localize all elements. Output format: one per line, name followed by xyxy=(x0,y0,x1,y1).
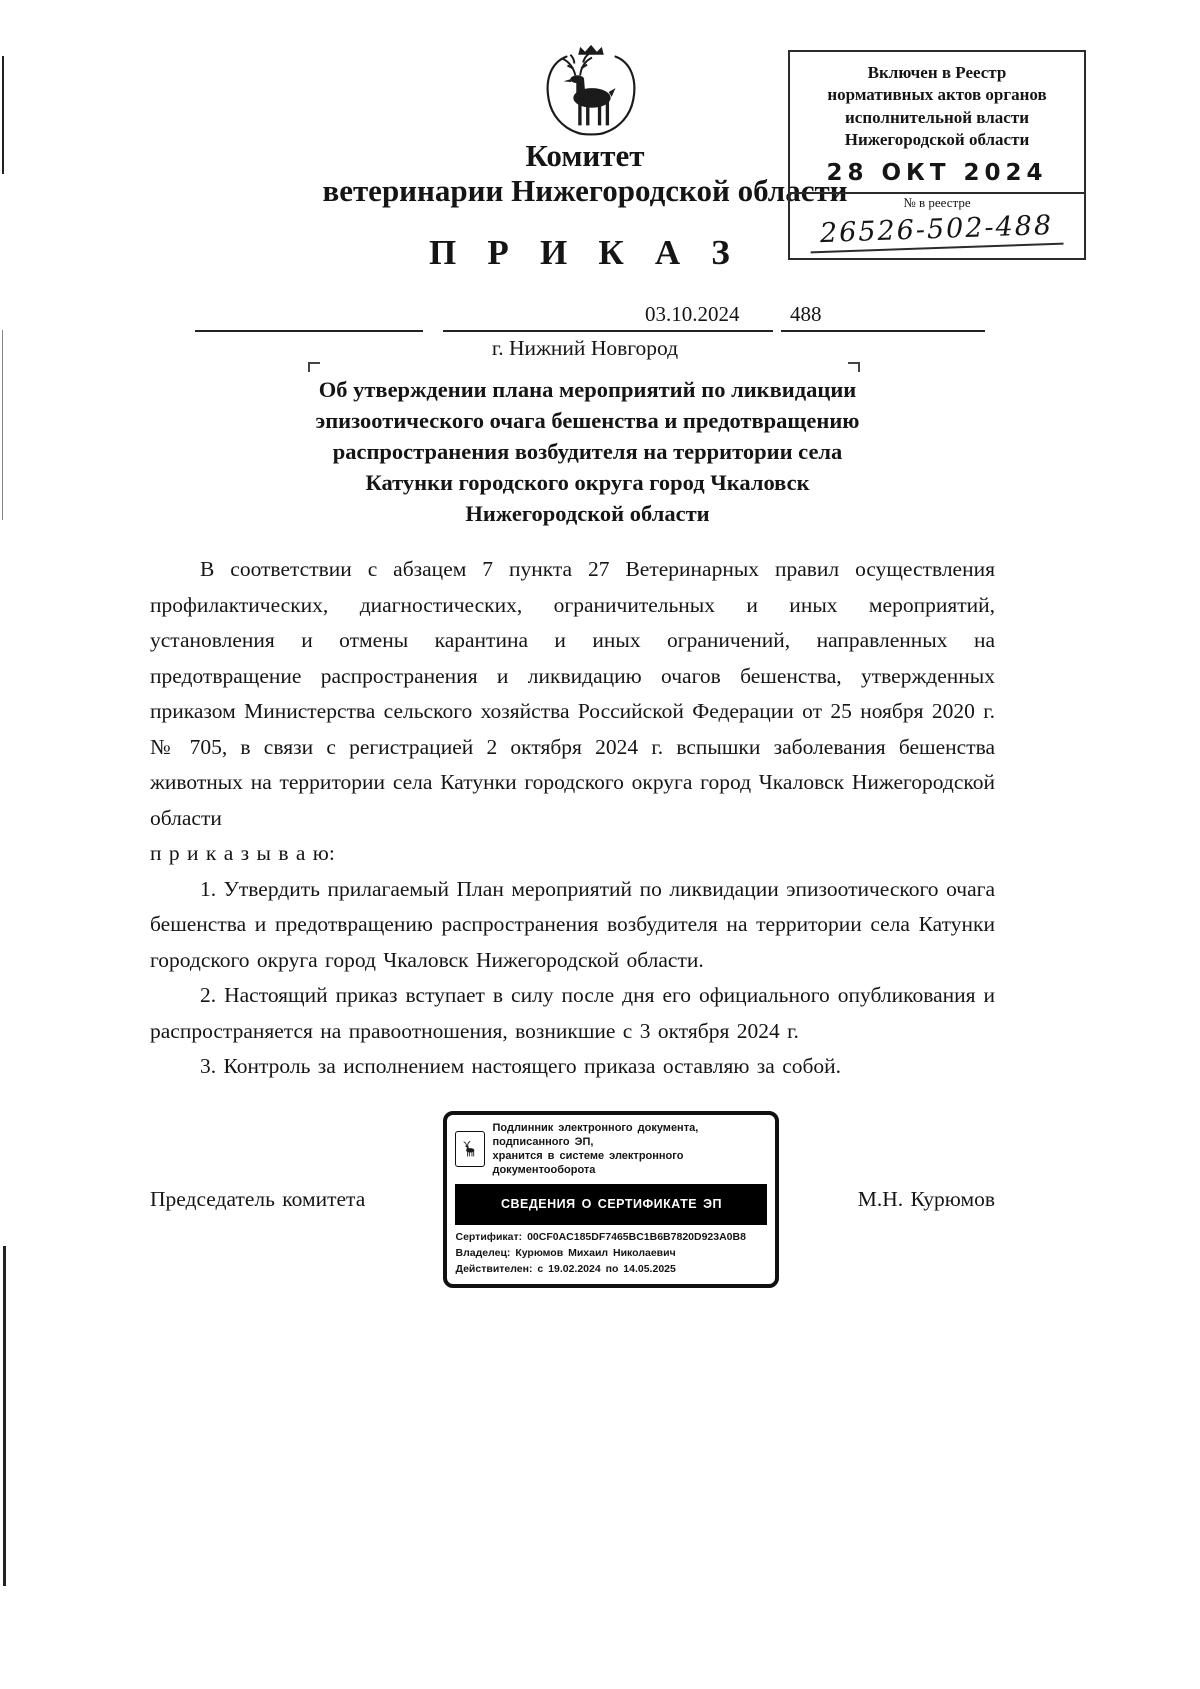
date-underline xyxy=(443,330,773,332)
order-item-3: 3. Контроль за исполнением настоящего приказа оставляю за собой. xyxy=(200,1054,842,1078)
order-word: п р и к а з ы в а ю: xyxy=(150,841,335,865)
registry-stamp-line: исполнительной власти xyxy=(845,107,1029,127)
esign-line1: Подлинник электронного документа, подписанного ЭП, xyxy=(492,1121,699,1148)
document-date: 03.10.2024 xyxy=(645,302,740,326)
registry-stamp-line: нормативных актов органов xyxy=(827,85,1047,105)
scan-artifact xyxy=(3,1246,6,1586)
document-number: 488 xyxy=(790,302,822,326)
registry-number-label: № в реестре xyxy=(903,194,971,210)
organization-name-line1: Комитет xyxy=(525,138,645,173)
esign-owner: Владелец: Курюмов Михаил Николаевич xyxy=(455,1246,676,1259)
organization-name-line2: ветеринарии Нижегородской области xyxy=(322,173,848,208)
document-body xyxy=(150,552,995,1288)
number-underline xyxy=(781,330,985,332)
signature-block xyxy=(150,1111,995,1289)
order-item-1: 1. Утвердить прилагаемый План мероприятий по ликвидации эпизоотического очага бешенства и предотвращению распространения возбудителя на территории села Катунки городского округа город Чкаловск Нижегородской области. xyxy=(150,876,995,972)
esign-certificate-number: Сертификат: 00CF0AC185DF7465BC1B6B7820D923A0B8 xyxy=(455,1231,746,1244)
registry-stamp-line: Включен в Реестр xyxy=(867,63,1007,82)
esign-certificate-bar: СВЕДЕНИЯ О СЕРТИФИКАТЕ ЭП xyxy=(455,1184,767,1226)
signer-name: М.Н. Курюмов xyxy=(857,1186,995,1211)
registry-number-handwritten: 26526-502-488 xyxy=(810,209,1064,253)
blank-underline xyxy=(195,330,423,332)
document-subject: Об утверждении плана мероприятий по ликвидации эпизоотического очага бешенства и предотвращению распространения возбудителя на территории села Катунки городского округа город Чкаловск Нижегородской области xyxy=(315,377,860,526)
esign-header xyxy=(455,1121,767,1178)
corner-mark-right xyxy=(848,362,860,372)
electronic-signature-stamp xyxy=(443,1111,779,1289)
corner-mark-left xyxy=(308,362,320,372)
intro-paragraph: В соответствии с абзацем 7 пункта 27 Ветеринарных правил осуществления профилактических, диагностических, ограничительных и иных мероприятий, установления и отмены карантина и иных ограничений, направленных на предотвращение распространения и ликвидацию очагов бешенства, утвержденных приказом Министерства сельского хозяйства Российской Федерации от 25 ноября 2020 г. № 705, в связи с регистрацией 2 октября 2024 г. вспышки заболевания бешенства животных на территории села Катунки городского округа город Чкаловск Нижегородской области xyxy=(150,557,995,830)
registry-date-stamp: 28 ОКТ 2024 xyxy=(826,159,1048,186)
esign-validity: Действителен: с 19.02.2024 по 14.05.2025 xyxy=(455,1262,676,1275)
esign-deer-logo-icon xyxy=(455,1131,485,1167)
registry-stamp-line: Нижегородской области xyxy=(844,130,1030,150)
esign-line2: хранится в системе электронного документооборота xyxy=(492,1150,684,1177)
signer-position: Председатель комитета xyxy=(150,1186,366,1211)
order-item-2: 2. Настоящий приказ вступает в силу после дня его официального опубликования и распространяется на правоотношения, возникшие с 3 октября 2024 г. xyxy=(150,983,995,1043)
city-label: г. Нижний Новгород xyxy=(491,336,679,360)
coat-of-arms-deer-icon xyxy=(537,42,645,142)
registry-stamp xyxy=(788,50,1086,260)
registry-divider xyxy=(790,192,1084,194)
document-type-title: П Р И К А З xyxy=(429,233,741,272)
